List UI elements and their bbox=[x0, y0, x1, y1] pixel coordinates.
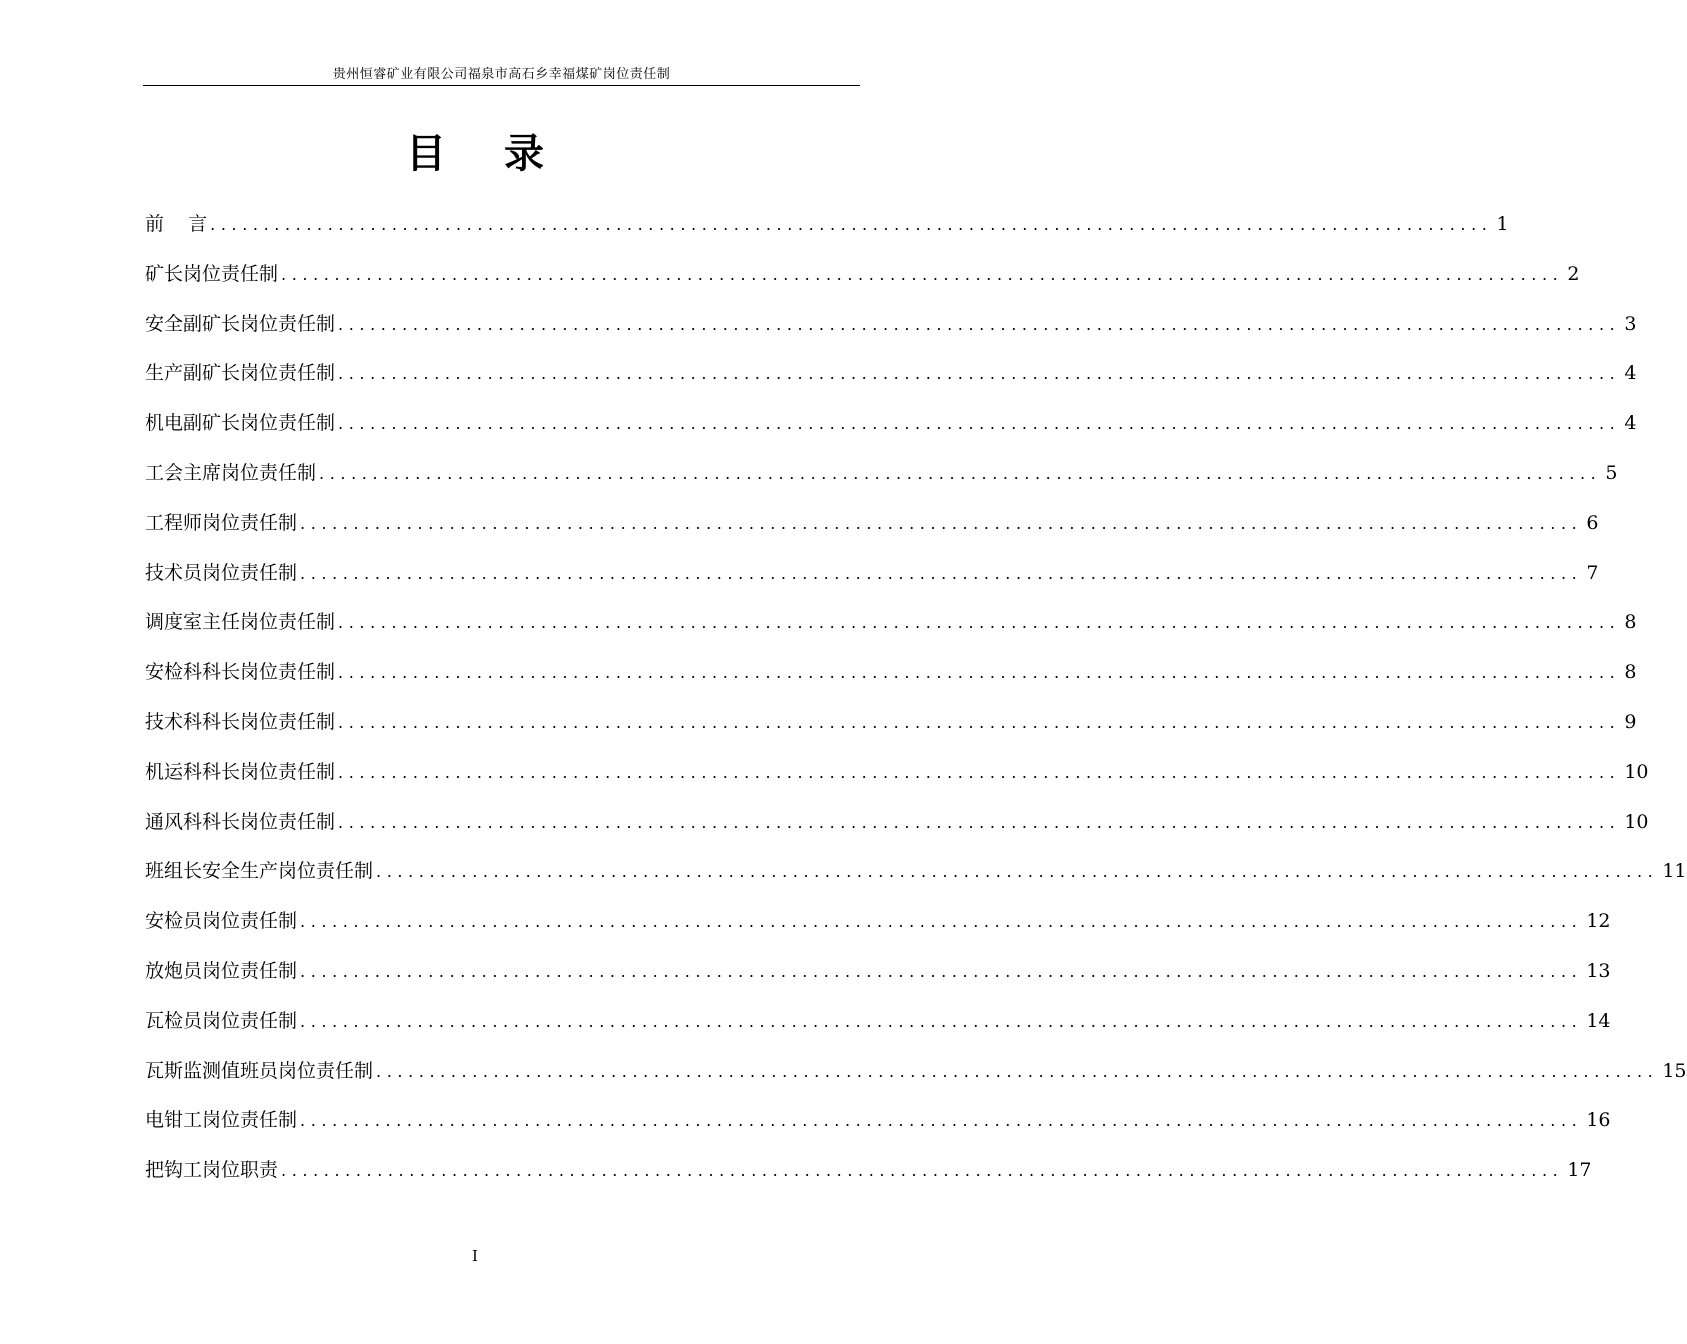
toc-entry[interactable] bbox=[145, 453, 1618, 503]
toc-entry-page: 2 bbox=[1567, 262, 1580, 285]
toc-entry-label: 安检科科长岗位责任制 bbox=[145, 661, 336, 684]
toc-entry-label: 生产副矿长岗位责任制 bbox=[145, 362, 336, 385]
toc-entry-page: 16 bbox=[1586, 1109, 1611, 1132]
toc-entry-label: 瓦检员岗位责任制 bbox=[145, 1009, 298, 1032]
page-number: I bbox=[472, 1247, 478, 1265]
toc-leader-dots: ........................................................................................................................ bbox=[281, 264, 1564, 284]
toc-entry[interactable] bbox=[145, 951, 1611, 1001]
toc-entry[interactable] bbox=[145, 1100, 1611, 1150]
toc-entry-label: 电钳工岗位责任制 bbox=[145, 1109, 298, 1132]
toc-entry[interactable] bbox=[145, 652, 1637, 702]
toc-entry-label: 工程师岗位责任制 bbox=[145, 511, 298, 534]
toc-entry-page: 1 bbox=[1496, 213, 1509, 235]
toc-leader-dots: ........................................................................................................................ bbox=[300, 563, 1583, 583]
toc-leader-dots: ........................................................................................................................ bbox=[300, 1011, 1583, 1031]
toc-entry-page: 14 bbox=[1586, 1009, 1611, 1032]
toc-entry-label: 技术员岗位责任制 bbox=[145, 561, 298, 584]
toc-entry-label: 安全副矿长岗位责任制 bbox=[145, 312, 336, 335]
toc-entry-page: 11 bbox=[1662, 860, 1687, 883]
toc-entry[interactable] bbox=[145, 851, 1687, 901]
toc-leader-dots: ........................................................................................................................ bbox=[338, 762, 1621, 782]
toc-entry-label: 放炮员岗位责任制 bbox=[145, 959, 298, 982]
toc-entry[interactable] bbox=[145, 752, 1649, 802]
toc-entry-page: 10 bbox=[1624, 810, 1649, 833]
toc-entry-page: 3 bbox=[1624, 312, 1637, 335]
toc-entry-label: 矿长岗位责任制 bbox=[145, 262, 279, 285]
toc-leader-dots: ........................................................................................................................ bbox=[338, 712, 1621, 732]
toc-leader-dots: ........................................................................................................................ bbox=[338, 663, 1621, 683]
toc-leader-dots: ........................................................................................................................ bbox=[281, 1161, 1564, 1181]
toc-entry[interactable] bbox=[145, 602, 1637, 652]
toc-entry-label: 技术科科长岗位责任制 bbox=[145, 710, 336, 733]
toc-entry-label: 机电副矿长岗位责任制 bbox=[145, 412, 336, 435]
toc-entry-label: 瓦斯监测值班员岗位责任制 bbox=[145, 1059, 374, 1082]
toc-entry[interactable] bbox=[145, 1051, 1687, 1101]
toc-entry-page: 5 bbox=[1605, 461, 1618, 484]
toc-leader-dots: ........................................................................................................................ bbox=[338, 364, 1621, 384]
toc-leader-dots: ........................................................................................................................ bbox=[338, 314, 1621, 334]
toc-entry-page: 8 bbox=[1624, 611, 1637, 634]
toc-entry[interactable] bbox=[145, 553, 1599, 603]
toc-list bbox=[145, 204, 1687, 1200]
toc-leader-dots: ........................................................................................................................ bbox=[210, 215, 1493, 234]
toc-entry[interactable] bbox=[145, 353, 1637, 403]
toc-entry-page: 13 bbox=[1586, 959, 1611, 982]
toc-leader-dots: ........................................................................................................................ bbox=[300, 961, 1583, 981]
toc-entry-label: 把钩工岗位职责 bbox=[145, 1159, 279, 1182]
toc-entry[interactable] bbox=[145, 901, 1611, 951]
toc-entry[interactable] bbox=[145, 1150, 1592, 1200]
toc-entry-label: 通风科科长岗位责任制 bbox=[145, 810, 336, 833]
toc-entry-label: 前 言 bbox=[145, 213, 208, 235]
toc-entry-page: 4 bbox=[1624, 362, 1637, 385]
toc-entry[interactable] bbox=[145, 802, 1649, 852]
toc-leader-dots: ........................................................................................................................ bbox=[300, 513, 1583, 533]
toc-entry-page: 6 bbox=[1586, 511, 1599, 534]
toc-entry[interactable] bbox=[145, 304, 1637, 354]
toc-title-char-2: 录 bbox=[504, 131, 544, 177]
toc-entry-page: 8 bbox=[1624, 661, 1637, 684]
toc-leader-dots: ........................................................................................................................ bbox=[338, 613, 1621, 633]
toc-entry[interactable] bbox=[145, 702, 1637, 752]
toc-entry-label: 机运科科长岗位责任制 bbox=[145, 760, 336, 783]
toc-entry[interactable] bbox=[145, 503, 1599, 553]
toc-entry[interactable] bbox=[145, 403, 1637, 453]
toc-entry[interactable] bbox=[145, 1001, 1611, 1051]
toc-entry-page: 15 bbox=[1662, 1059, 1687, 1082]
toc-leader-dots: ........................................................................................................................ bbox=[376, 1061, 1659, 1081]
toc-entry-page: 4 bbox=[1624, 412, 1637, 435]
toc-entry-label: 安检员岗位责任制 bbox=[145, 910, 298, 933]
toc-leader-dots: ........................................................................................................................ bbox=[376, 862, 1659, 882]
toc-entry-label: 班组长安全生产岗位责任制 bbox=[145, 860, 374, 883]
header-rule bbox=[143, 85, 860, 86]
toc-title bbox=[0, 124, 950, 184]
toc-leader-dots: ........................................................................................................................ bbox=[338, 812, 1621, 832]
toc-entry-page: 10 bbox=[1624, 760, 1649, 783]
toc-entry-page: 9 bbox=[1624, 710, 1637, 733]
toc-entry-page: 17 bbox=[1567, 1159, 1592, 1182]
toc-title-char-1: 目 bbox=[406, 131, 446, 177]
toc-entry[interactable] bbox=[145, 254, 1580, 304]
running-header: 贵州恒睿矿业有限公司福泉市高石乡幸福煤矿岗位责任制 bbox=[332, 67, 671, 82]
toc-entry-label: 工会主席岗位责任制 bbox=[145, 461, 317, 484]
toc-entry[interactable] bbox=[145, 204, 1509, 254]
toc-leader-dots: ........................................................................................................................ bbox=[300, 1111, 1583, 1131]
toc-entry-page: 7 bbox=[1586, 561, 1599, 584]
toc-leader-dots: ........................................................................................................................ bbox=[338, 414, 1621, 434]
toc-entry-page: 12 bbox=[1586, 910, 1611, 933]
toc-leader-dots: ........................................................................................................................ bbox=[319, 463, 1602, 483]
toc-leader-dots: ........................................................................................................................ bbox=[300, 912, 1583, 932]
toc-entry-label: 调度室主任岗位责任制 bbox=[145, 611, 336, 634]
